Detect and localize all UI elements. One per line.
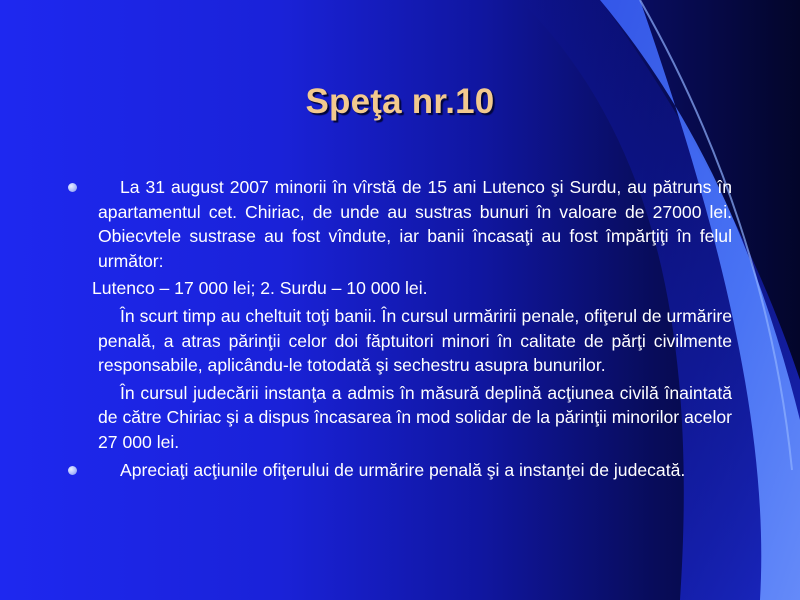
slide-body (68, 175, 732, 485)
paragraph-text: În cursul judecării instanţa a admis în măsură deplină acţiunea civilă înaintată de către Chiriac şi a dispus încasarea în mod solidar de la părinţii minorilor acelor 27 000 lei. (98, 382, 732, 452)
paragraph-text: La 31 august 2007 minorii în vîrstă de 15 ani Lutenco şi Surdu, au pătruns în apartamentul cet. Chiriac, de unde au sustras bunuri în valoare de 27000 lei. Obiecvtele sustrase au fost vîndute, iar banii încasaţi au fost împărţiţi în felul următor: (98, 177, 732, 271)
slide-title: Speţa nr.10 (305, 82, 495, 121)
paragraph-task (68, 458, 732, 483)
paragraph-case-facts (68, 175, 732, 273)
paragraph-amounts (68, 276, 732, 301)
paragraph-text: În scurt timp au cheltuit toţi banii. În cursul urmăririi penale, ofiţerul de urmărire penală, a atras părinţii celor doi făptuitori minori în calitate de părţi civilmente responsabile, aplicându-le totodată şi sechestru asupra bunurilor. (98, 305, 732, 376)
bullet-dot-icon (68, 183, 77, 192)
paragraph-text: Lutenco – 17 000 lei; 2. Surdu – 10 000 lei. (92, 278, 428, 299)
paragraph-criminal-investigation (68, 304, 732, 378)
bullet-dot-icon (68, 466, 77, 475)
paragraph-court-judgment (68, 381, 732, 455)
paragraph-text: Apreciaţi acţiunile ofiţerului de urmărire penală şi a instanţei de judecată. (120, 459, 686, 480)
